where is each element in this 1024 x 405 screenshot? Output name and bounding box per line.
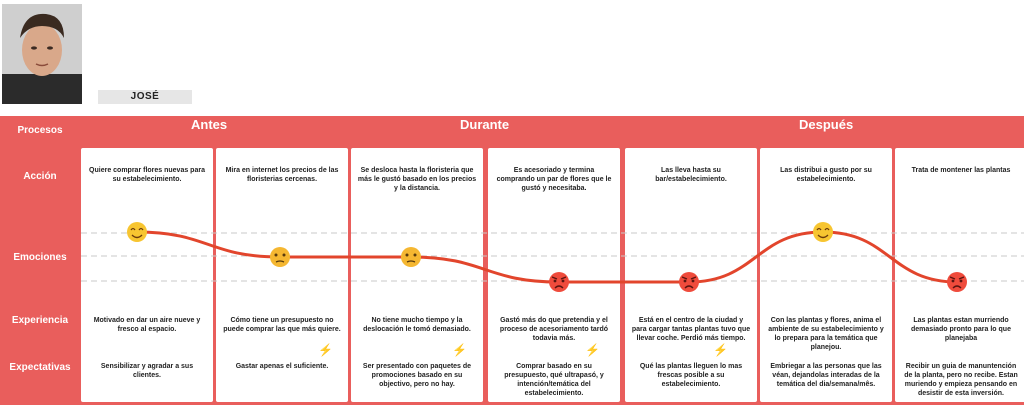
phase-antes: Antes xyxy=(191,117,228,132)
lightning-icon: ⚡ xyxy=(452,343,467,357)
stage-accion: Quiere comprar flores nuevas para su estabelecimiento. xyxy=(89,167,205,183)
lightning-icon: ⚡ xyxy=(713,343,728,357)
stage-expectativas: Gastar apenas el suficiente. xyxy=(235,363,329,370)
angry-face-icon xyxy=(947,272,967,292)
stage-experiencia: Gastó más do que pretendia y el proceso de acesoriamento tardó todavia más. xyxy=(499,317,609,342)
stage-expectativas: Ser presentado con paquetes de promociones basado en su objectivo, pero no hay. xyxy=(362,363,472,388)
stage-expectativas: Embriegar a las personas que las véan, dejandolas interadas de la temática del dia/semana/mês. xyxy=(770,363,882,388)
phase-despues: Después xyxy=(799,117,854,132)
smile-face-icon xyxy=(813,222,833,242)
stage-experiencia: Motivado en dar un aire nueve y fresco al espacio. xyxy=(93,317,201,333)
lightning-icon: ⚡ xyxy=(585,343,600,357)
lightning-icon: ⚡ xyxy=(318,343,333,357)
stage-experiencia: Con las plantas y flores, anima el ambiente de su estabelecimiento y lo prepara para la temática que planejou. xyxy=(768,317,884,351)
stage-accion: Las lleva hasta su bar/estabelecimiento. xyxy=(655,167,727,183)
row-label-emociones: Emociones xyxy=(13,252,67,263)
stage-expectativas: Recibir un guia de manuntención de la planta, pero no recibe. Estan muriendo y empieza pensando en desistir de esta inversión. xyxy=(904,363,1018,397)
emotion-line xyxy=(137,232,957,282)
neutral-face-icon xyxy=(401,247,421,267)
stage-expectativas: Sensibilizar y agradar a sus clientes. xyxy=(100,363,194,379)
stage-accion: Es acesoriado y termina comprando un par de flores que le gustó y necesitaba. xyxy=(496,167,612,192)
stage-expectativas: Qué las plantas lleguen lo mas frescas posible a su estabelecimiento. xyxy=(639,363,743,388)
stage-expectativas: Comprar basado en su presupuesto, qué ultrapasó, y intención/temática del estabelecimiento. xyxy=(504,363,604,397)
row-label-experiencia: Experiencia xyxy=(11,315,69,326)
row-label-expectativas: Expectativas xyxy=(9,362,71,373)
processes-label: Procesos xyxy=(17,125,63,136)
persona-photo xyxy=(2,4,82,104)
stage-accion: Se desloca hasta la floristeria que más le gustó basado en los precios y la distancia. xyxy=(357,167,477,192)
smile-face-icon xyxy=(127,222,147,242)
stage-experiencia: Cómo tiene un presupuesto no puede comprar las que más quiere. xyxy=(223,317,341,333)
angry-face-icon xyxy=(549,272,569,292)
angry-face-icon xyxy=(679,272,699,292)
stage-accion: Las distribui a gusto por su estabelecimiento. xyxy=(780,167,872,183)
phase-durante: Durante xyxy=(460,117,510,132)
row-label-accion: Acción xyxy=(23,171,57,182)
persona-name: JOSÉ xyxy=(98,90,192,104)
stage-accion: Mira en internet los precios de las floristerias cercenas. xyxy=(225,167,339,183)
persona-portrait-icon xyxy=(2,4,82,104)
stage-accion: Trata de montener las plantas xyxy=(911,167,1011,174)
stage-experiencia: Está en el centro de la ciudad y para cargar tantas plantas tuvo que llevar coche. Perdió más tiempo. xyxy=(631,317,751,342)
neutral-face-icon xyxy=(270,247,290,267)
stage-experiencia: Las plantas estan murriendo demasiado pronto para lo que planejaba xyxy=(911,317,1011,342)
stage-experiencia: No tiene mucho tiempo y la deslocación le tomó demasiado. xyxy=(363,317,471,333)
